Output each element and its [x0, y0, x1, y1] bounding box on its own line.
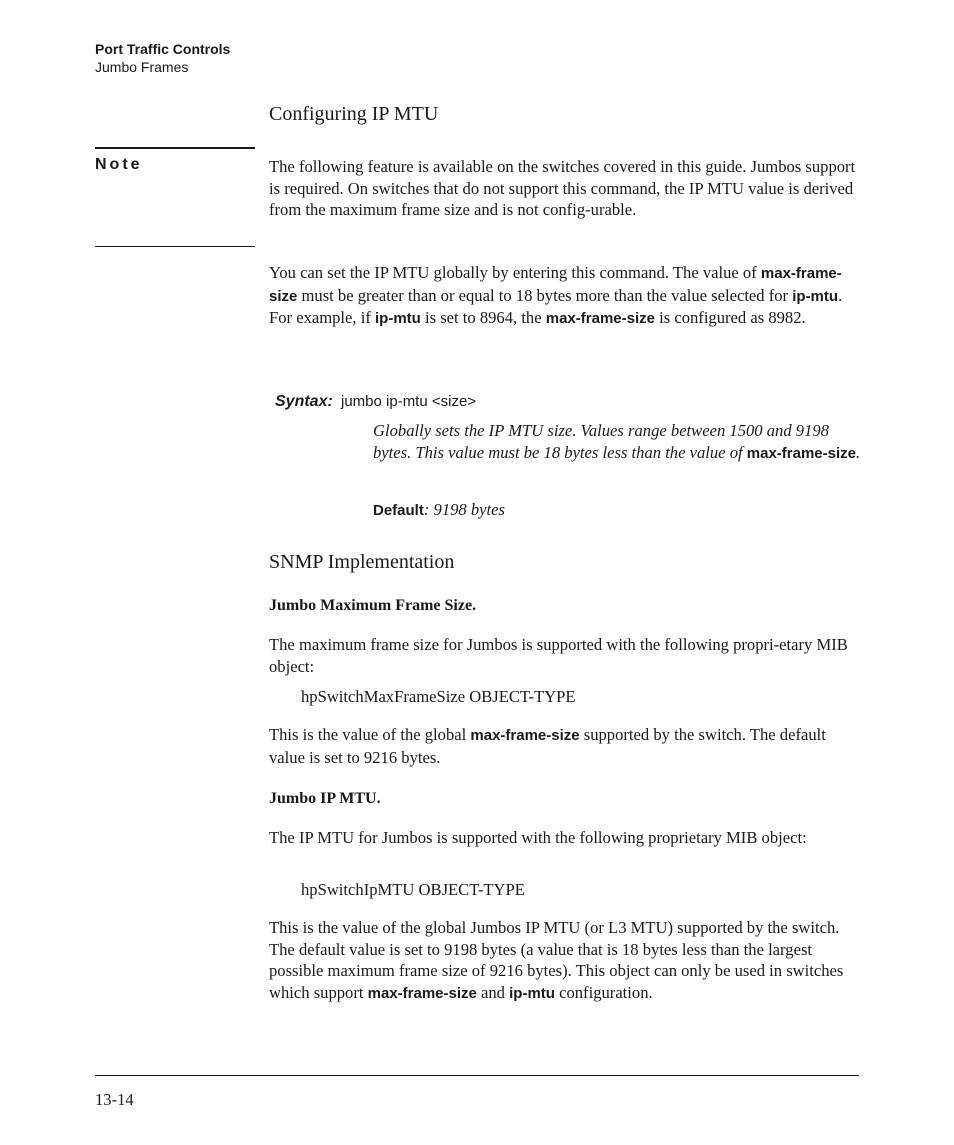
- syntax-default: Default: 9198 bytes: [373, 500, 505, 519]
- subheading-jumbo-max-frame-size: Jumbo Maximum Frame Size.: [269, 597, 477, 614]
- jumbo-ip-intro: The IP MTU for Jumbos is supported with the following proprietary MIB object:: [269, 828, 807, 847]
- note-label: Note: [95, 156, 143, 173]
- section-heading-configuring-ip-mtu: Configuring IP MTU: [269, 103, 439, 125]
- note-rule-bottom: [95, 246, 255, 247]
- syntax-label: Syntax:: [275, 393, 333, 410]
- jumbo-max-intro: The maximum frame size for Jumbos is supported with the following propri-etary MIB object:: [269, 635, 848, 676]
- mib-object-ip-mtu: hpSwitchIpMTU OBJECT-TYPE: [301, 880, 525, 899]
- syntax-description: Globally sets the IP MTU size. Values range between 1500 and 9198 bytes. This value must be 18 bytes less than the value of max-frame-size.: [373, 421, 861, 462]
- ip-mtu-description-paragraph: You can set the IP MTU globally by entering this command. The value of max-frame-size must be greater than or equal to 18 bytes more than the value selected for ip-mtu. For example, if ip-mtu is set to 8964, the max-frame-size is configured as 8982.: [269, 263, 843, 327]
- jumbo-ip-description: This is the value of the global Jumbos IP MTU (or L3 MTU) supported by the switch. The default value is set to 9198 bytes (a value that is 18 bytes less than the largest possible maximum frame size of 9216 bytes). This object can only be used in switches which support max-frame-size and ip-mtu configuration.: [269, 918, 844, 1002]
- syntax-command: jumbo ip-mtu <size>: [341, 393, 477, 410]
- mib-object-max-frame-size: hpSwitchMaxFrameSize OBJECT-TYPE: [301, 687, 576, 706]
- page-number: 13-14: [95, 1090, 134, 1109]
- section-heading-snmp-implementation: SNMP Implementation: [269, 551, 455, 573]
- running-header-section: Jumbo Frames: [95, 59, 189, 75]
- note-rule-top: [95, 147, 255, 149]
- footer-rule: [95, 1075, 859, 1076]
- note-text: The following feature is available on the switches covered in this guide. Jumbos support is required. On switches that do not support this command, the IP MTU value is derived from the maximum frame size and is not config-urable.: [269, 157, 856, 219]
- subheading-jumbo-ip-mtu: Jumbo IP MTU.: [269, 790, 381, 807]
- jumbo-max-description: This is the value of the global max-frame-size supported by the switch. The default value is set to 9216 bytes.: [269, 725, 826, 767]
- running-header-chapter: Port Traffic Controls: [95, 41, 231, 57]
